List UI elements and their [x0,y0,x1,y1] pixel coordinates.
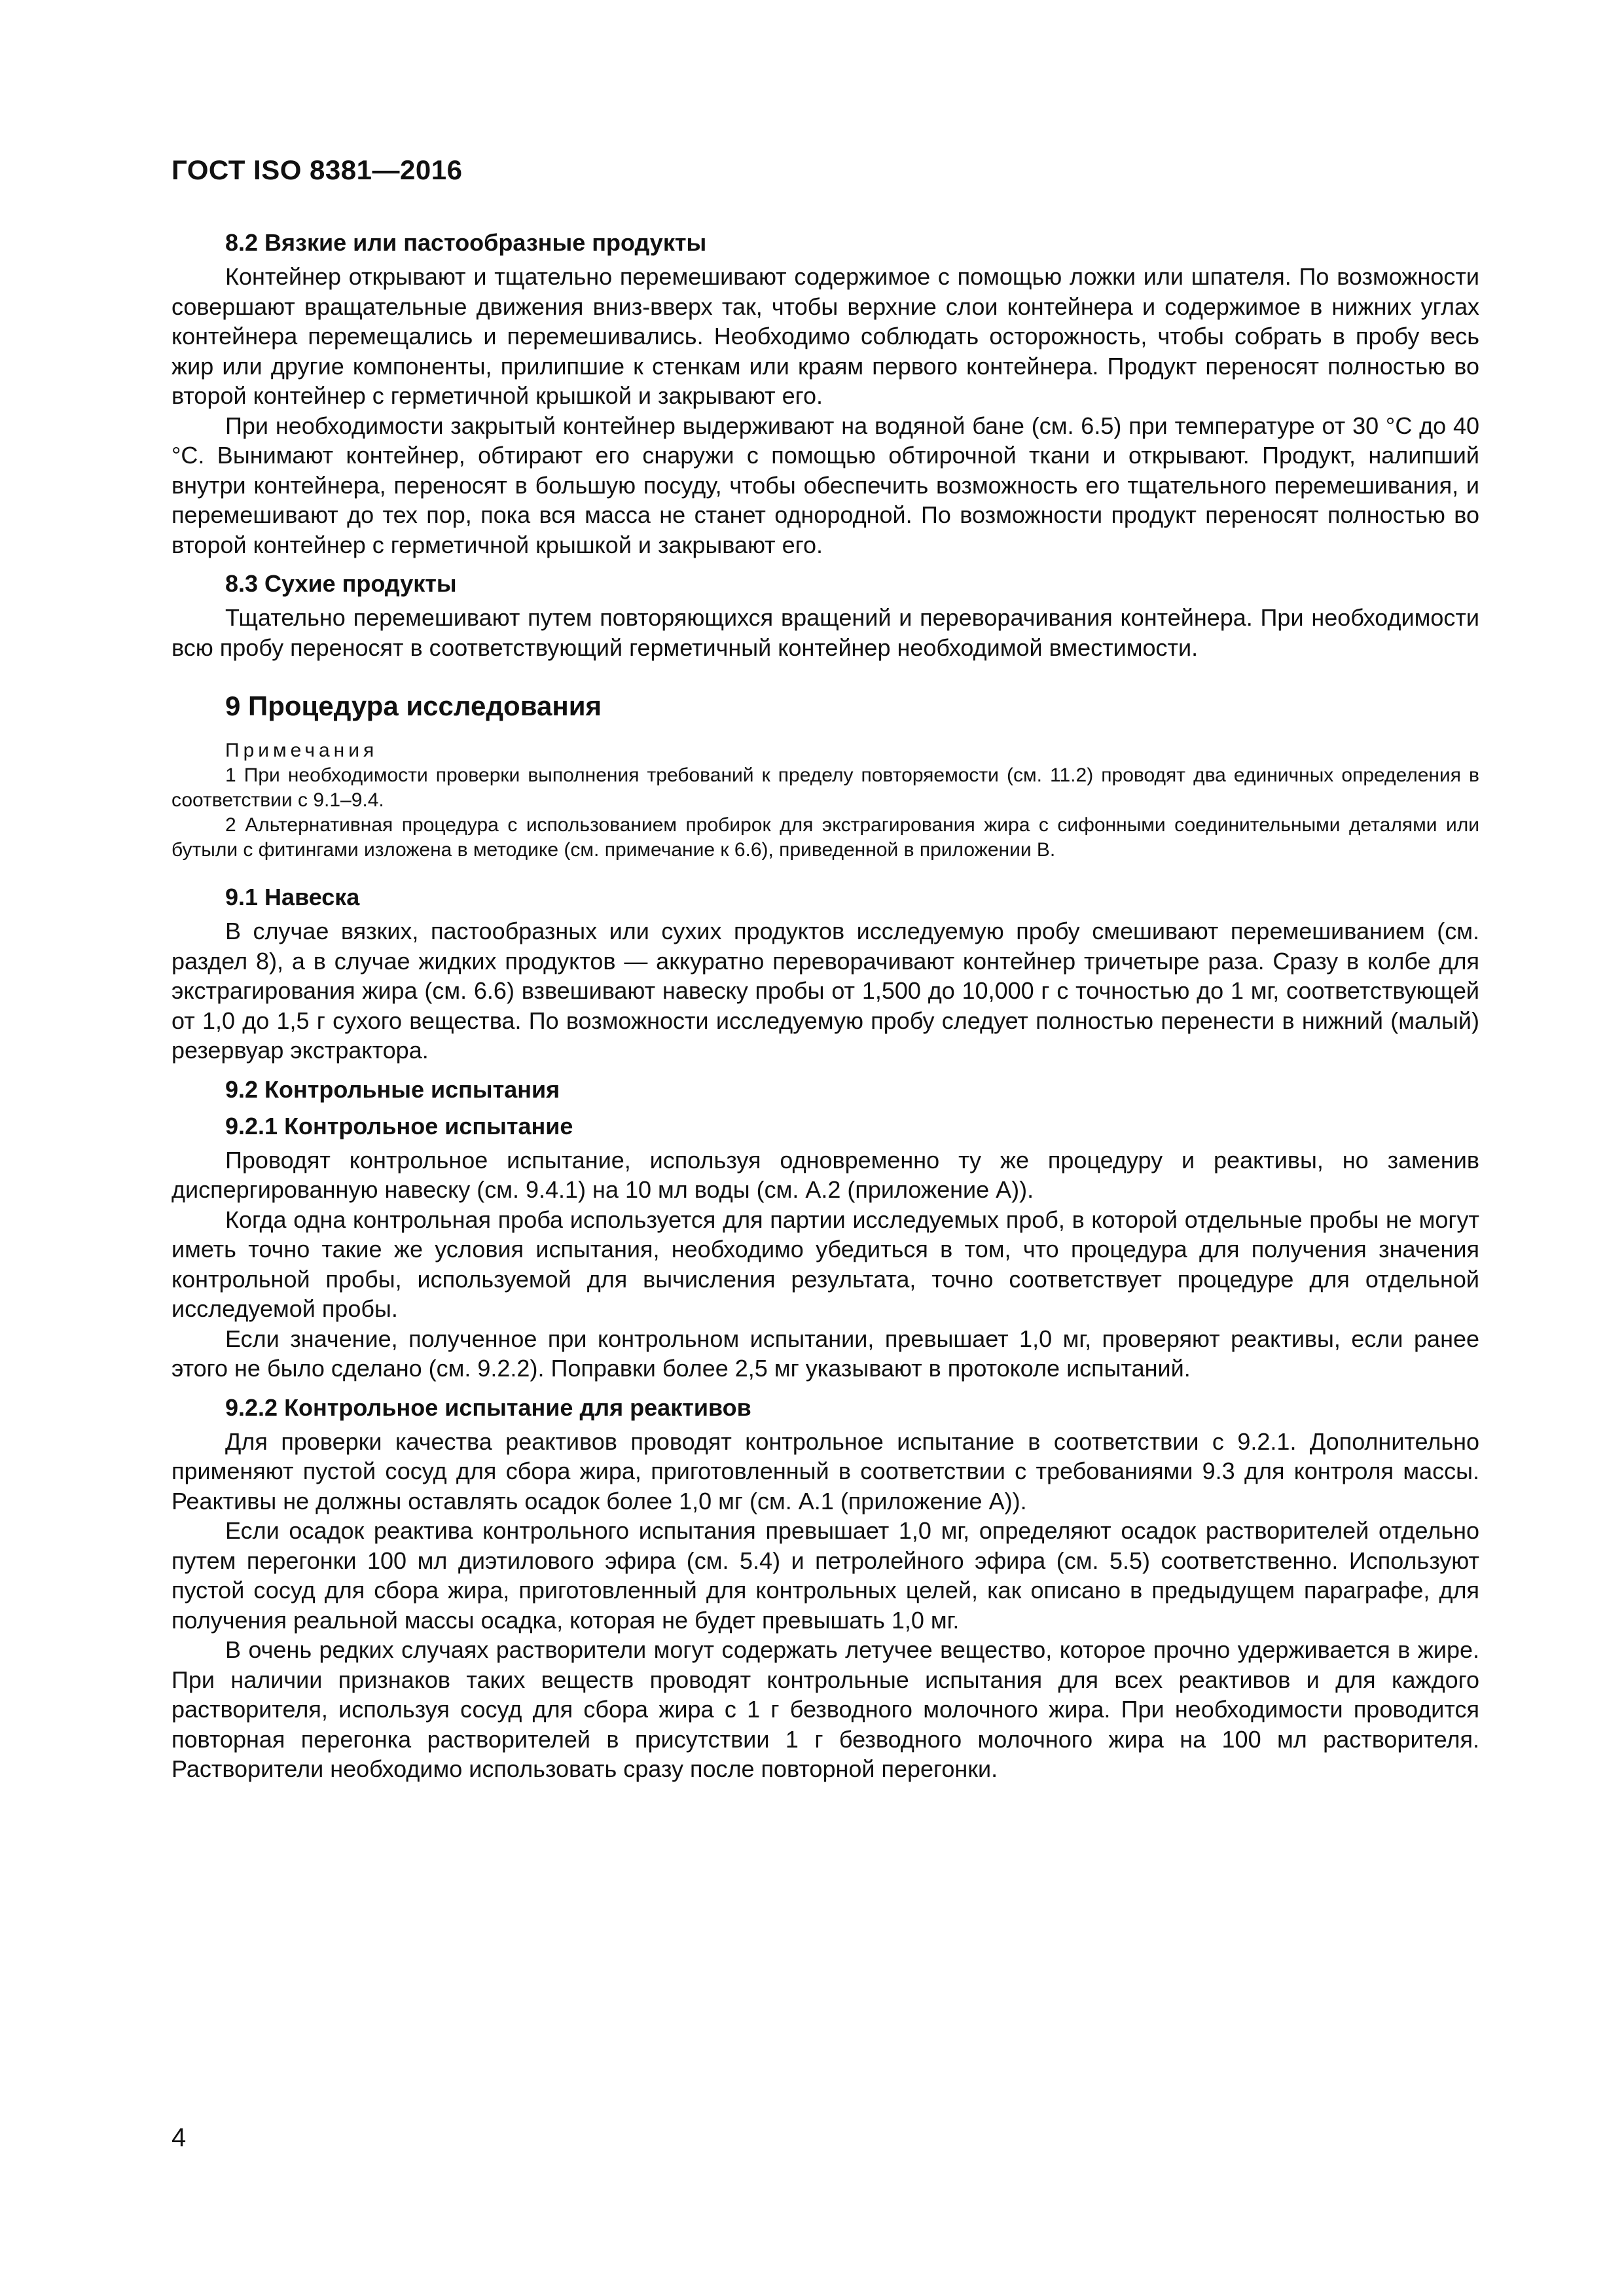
paragraph: Тщательно перемешивают путем повторяющихся вращений и переворачивания контейнера. При необходимости всю пробу переносят в соответствующий герметичный контейнер необходимой вместимости. [171,604,1479,661]
page-number: 4 [171,2123,187,2152]
notes-label: Примечания [225,740,378,761]
paragraph: Контейнер открывают и тщательно перемешивают содержимое с помощью ложки или шпателя. По возможности совершают вращательные движения вниз-вверх так, чтобы верхние слои контейнера и содержимое в нижних углах контейнера перемещались и перемешивались. Необходимо соблюдать осторожность, чтобы собрать в пробу весь жир или другие компоненты, прилипшие к стенкам или краям первого контейнера. Продукт переносят полностью во второй контейнер с герметичной крышкой и закрывают его. [171,263,1479,409]
section-heading: 9.2.1 Контрольное испытание [225,1112,573,1139]
section-9-2-1 [171,1111,1479,1384]
section-9-1 [171,882,1479,1066]
section-8-2 [171,228,1479,560]
paragraph: Для проверки качества реактивов проводят контрольное испытание в соответствии с 9.2.1. Дополнительно применяют пустой сосуд для сбора жира, приготовленный в соответствии с требованиями 9.3 для контроля массы. Реактивы не должны оставлять осадок более 1,0 мг (см. А.1 (приложение А)). [171,1427,1479,1515]
chapter-heading: 9 Процедура исследования [225,691,602,721]
note-item: 1 При необходимости проверки выполнения требований к пределу повторяемости (см. 11.2) проводят два единичных определения в соответствии с 9.1–9.4. [171,764,1479,811]
section-heading: 9.2.2 Контрольное испытание для реактивов [225,1393,751,1421]
section-heading: 8.2 Вязкие или пастообразные продукты [225,229,707,256]
paragraph: Проводят контрольное испытание, используя одновременно ту же процедуру и реактивы, но заменив диспергированную навеску (см. 9.4.1) на 10 мл воды (см. А.2 (приложение А)). [171,1146,1479,1203]
paragraph: При необходимости закрытый контейнер выдерживают на водяной бане (см. 6.5) при температуре от 30 °С до 40 °С. Вынимают контейнер, обтирают его снаружи с помощью обтирочной ткани и открывают. Продукт, налипший внутри контейнера, переносят в большую посуду, чтобы обеспечить возможность его тщательного перемешивания, и перемешивают до тех пор, пока вся масса не станет однородной. По возможности продукт переносят полностью во второй контейнер с герметичной крышкой и закрывают его. [171,412,1479,558]
document-header: ГОСТ ISO 8381—2016 [171,154,463,185]
section-heading: 9.2 Контрольные испытания [225,1075,560,1103]
section-8-3 [171,569,1479,662]
paragraph: Если значение, полученное при контрольном испытании, превышает 1,0 мг, проверяют реактивы, если ранее этого не было сделано (см. 9.2.2). Поправки более 2,5 мг указывают в протоколе испытаний. [171,1325,1479,1382]
section-heading: 9.1 Навеска [225,884,360,910]
section-heading: 8.3 Сухие продукты [225,570,457,597]
paragraph: В очень редких случаях растворители могут содержать летучее вещество, которое прочно удерживается в жире. При наличии признаков таких веществ проводят контрольные испытания для всех реактивов и для каждого растворителя, используя сосуд для сбора жира с 1 г безводного молочного жира. При необходимости проводится повторная перегонка растворителей в присутствии 1 г безводного молочного жира на 100 мл растворителя. Растворители необходимо использовать сразу после повторной перегонки. [171,1636,1479,1782]
note-item: 2 Альтернативная процедура с использованием пробирок для экстрагирования жира с сифонными соединительными деталями или бутыли с фитингами изложена в методике (см. примечание к 6.6), приведенной в приложении В. [171,814,1479,861]
paragraph: Когда одна контрольная проба используется для партии исследуемых проб, в которой отдельные пробы не могут иметь точно такие же условия испытания, необходимо убедиться в том, что процедура для получения значения контрольной пробы, используемой для вычисления результата, точно соответствует процедуре для отдельной исследуемой пробы. [171,1206,1479,1322]
document-body [171,221,1479,1793]
section-9-2-2 [171,1393,1479,1784]
paragraph: В случае вязких, пастообразных или сухих продуктов исследуемую пробу смешивают перемешиванием (см. раздел 8), а в случае жидких продуктов — аккуратно переворачивают контейнер тричетыре раза. Сразу в колбе для экстрагирования жира (см. 6.6) взвешивают навеску пробы от 1,500 до 10,000 г с точностью до 1 мг, соответствующей от 1,0 до 1,5 г сухого вещества. По возможности исследуемую пробу следует полностью перенести в нижний (малый) резервуар экстрактора. [171,918,1479,1064]
paragraph: Если осадок реактива контрольного испытания превышает 1,0 мг, определяют осадок растворителей отдельно путем перегонки 100 мл диэтилового эфира (см. 5.4) и петролейного эфира (см. 5.5) соответственно. Используют пустой сосуд для сбора жира, приготовленный для контрольных целей, как описано в предыдущем параграфе, для получения реальной массы осадка, которая не будет превышать 1,0 мг. [171,1517,1479,1634]
notes-block [171,738,1479,863]
